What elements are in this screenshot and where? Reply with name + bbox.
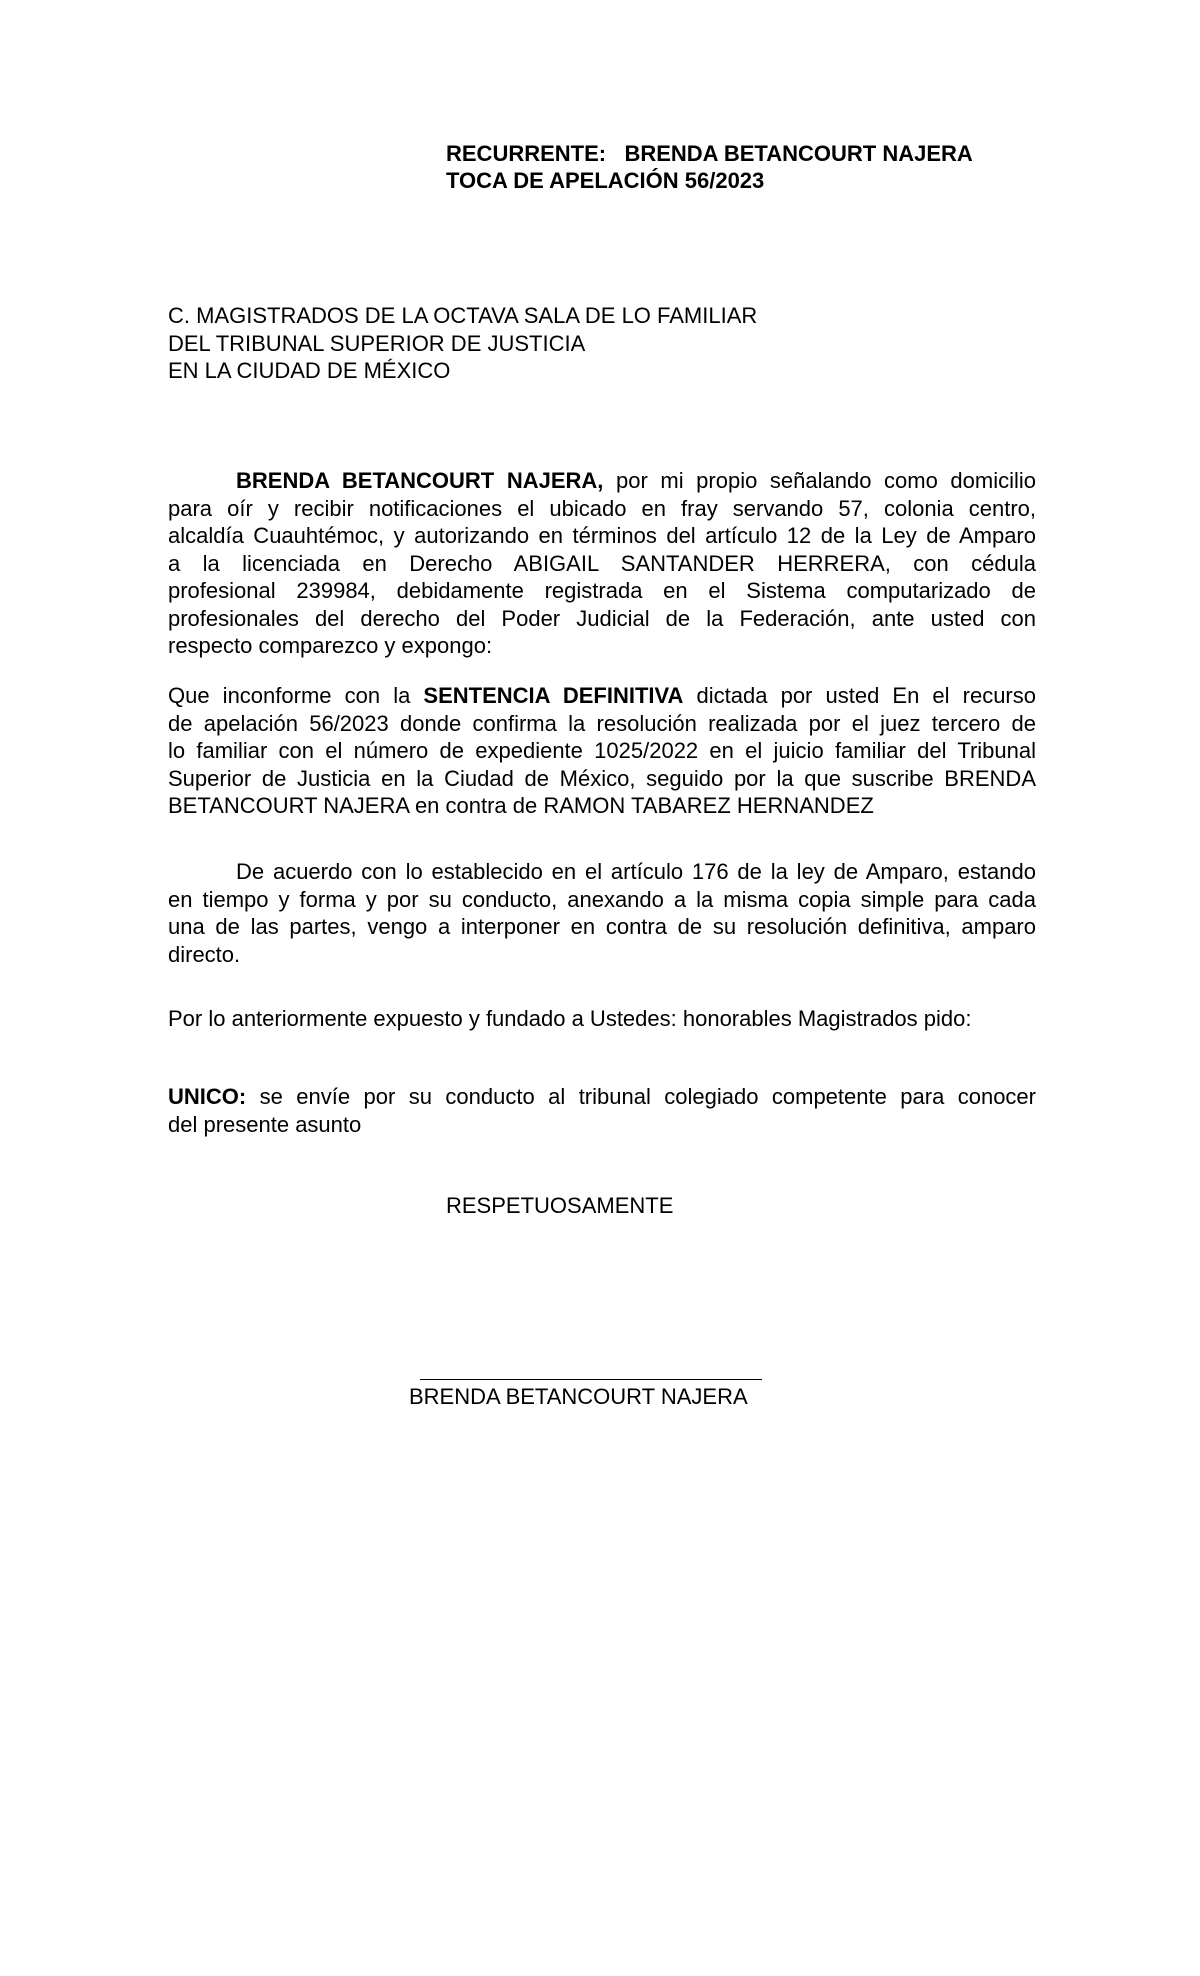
paragraph-line: a la licenciada en Derecho ABIGAIL SANTANDER HERRERA, con cédula <box>168 550 1036 576</box>
addressee-line-2: DEL TRIBUNAL SUPERIOR DE JUSTICIA <box>168 330 586 356</box>
paragraph-line <box>168 467 1036 495</box>
signatory-name: BRENDA BETANCOURT NAJERA <box>409 1384 748 1409</box>
addressee-block <box>168 302 757 385</box>
paragraph-line: lo familiar con el número de expediente 1025/2022 en el juicio familiar del Tribunal <box>168 738 1036 763</box>
paragraph-line <box>168 682 1036 710</box>
paragraph-introduction <box>168 467 1036 660</box>
case-header <box>446 140 973 194</box>
paragraph-line: de apelación 56/2023 donde confirma la resolución realizada por el juez tercero de <box>168 710 1036 736</box>
text-segment: por mi propio señalando como domicilio <box>603 468 1036 493</box>
paragraph-inconformity <box>168 682 1036 820</box>
recurrente-line: RECURRENTE: BRENDA BETANCOURT NAJERA <box>446 141 973 166</box>
paragraph-request <box>168 1005 1036 1033</box>
paragraph-line: en tiempo y forma y por su conducto, anexando a la misma copia simple para cada <box>168 886 1036 912</box>
paragraph-line: Superior de Justicia en la Ciudad de México, seguido por la que suscribe BRENDA <box>168 765 1036 791</box>
paragraph-line: profesional 239984, debidamente registrada en el Sistema computarizado de <box>168 578 1036 603</box>
addressee-line-1: C. MAGISTRADOS DE LA OCTAVA SALA DE LO FAMILIAR <box>168 303 758 328</box>
paragraph-line: directo. <box>168 941 241 967</box>
text-segment: dictada por usted En el recurso <box>683 683 1036 708</box>
unico-label: UNICO: <box>168 1084 247 1109</box>
paragraph-line: respecto comparezco y expongo: <box>168 633 493 658</box>
paragraph-line: BETANCOURT NAJERA en contra de RAMON TABAREZ HERNANDEZ <box>168 793 874 818</box>
sentencia-definitiva-label: SENTENCIA DEFINITIVA <box>423 683 684 708</box>
paragraph-unico <box>168 1083 1036 1138</box>
text-segment: se envíe por su conducto al tribunal colegiado competente para conocer <box>246 1084 1036 1109</box>
petitioner-name: BRENDA BETANCOURT NAJERA, <box>236 468 604 493</box>
paragraph-line: alcaldía Cuauhtémoc, y autorizando en términos del artículo 12 de la Ley de Amparo <box>168 523 1036 548</box>
addressee-line-3: EN LA CIUDAD DE MÉXICO <box>168 358 451 383</box>
paragraph-amparo <box>168 858 1036 968</box>
signature-line <box>420 1379 762 1380</box>
toca-line: TOCA DE APELACIÓN 56/2023 <box>446 168 765 193</box>
paragraph-line: para oír y recibir notificaciones el ubicado en fray servando 57, colonia centro, <box>168 495 1036 521</box>
paragraph-line: una de las partes, vengo a interponer en contra de su resolución definitiva, amparo <box>168 914 1036 939</box>
paragraph-line <box>168 1083 1036 1111</box>
paragraph-line: Por lo anteriormente expuesto y fundado a Ustedes: honorables Magistrados pido: <box>168 1006 972 1031</box>
paragraph-line: del presente asunto <box>168 1111 362 1137</box>
paragraph-line: profesionales del derecho del Poder Judicial de la Federación, ante usted con <box>168 605 1036 631</box>
text-segment: Que inconforme con la <box>168 683 424 708</box>
paragraph-line: De acuerdo con lo establecido en el artículo 176 de la ley de Amparo, estando <box>236 859 1036 884</box>
closing-respetuosamente: RESPETUOSAMENTE <box>446 1193 674 1218</box>
